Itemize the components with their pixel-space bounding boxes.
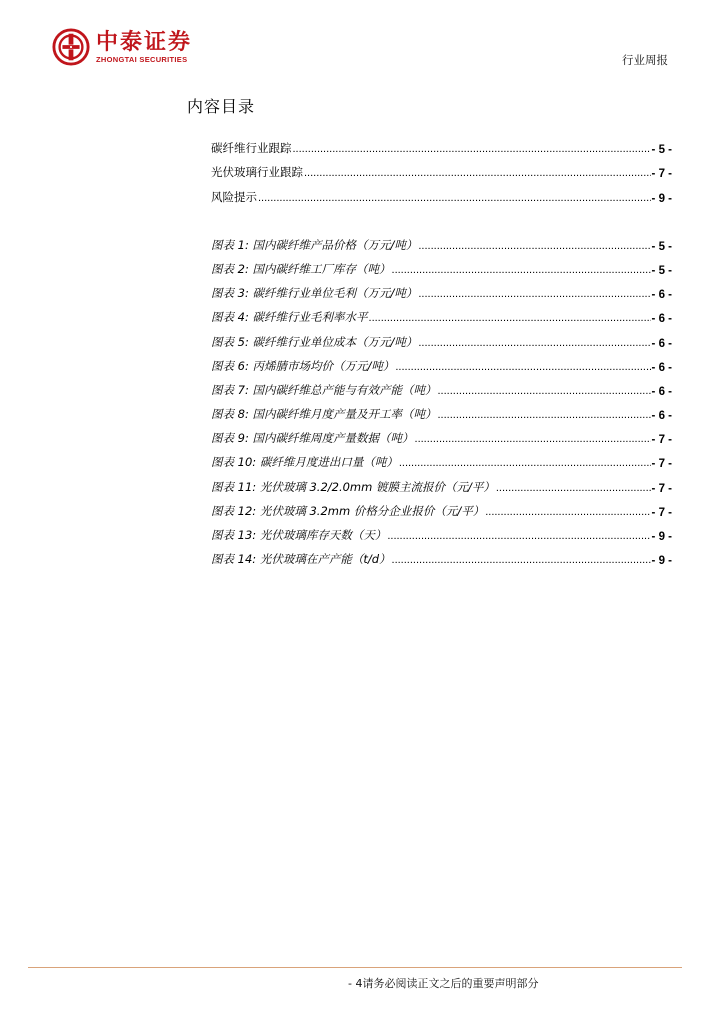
footer-disclaimer: - 4请务必阅读正文之后的重要声明部分 [348,977,539,990]
toc-section-entry[interactable] [211,180,672,204]
toc-entry-label: 图表 12: 光伏玻璃 3.2mm 价格分企业报价（元/平） [211,503,485,518]
toc-entry-label: 风险提示 [211,189,257,204]
toc-figure-entry[interactable] [211,301,672,325]
toc-entry-page: - 6 - [651,289,672,302]
toc-entry-page: - 7 - [651,434,672,447]
toc-entry-page: - 9 - [651,531,672,543]
dot-leader [485,505,650,519]
toc-figure-entry[interactable] [211,325,672,349]
toc-entry-label: 碳纤维行业跟踪 [211,141,292,156]
toc-entry-label: 图表 5: 碳纤维行业单位成本（万元/吨） [211,334,418,349]
dot-leader [415,432,651,446]
toc-entry-page: - 9 - [651,555,672,568]
toc-figure-entry[interactable] [211,519,672,543]
footer-divider [28,967,682,968]
toc-figure-entry[interactable] [211,277,672,301]
toc-entry-page: - 6 - [651,313,672,326]
report-type-label: 行业周报 [622,53,668,67]
dot-leader [387,529,650,543]
dot-leader [496,481,651,495]
dot-leader [399,456,651,470]
toc-figure-entry[interactable] [211,229,672,253]
toc-entry-label: 图表 6: 丙烯腈市场均价（万元/吨） [211,358,395,373]
toc-figure-entry[interactable] [211,422,672,446]
dot-leader [418,239,650,253]
toc-entry-page: - 6 - [651,337,672,350]
toc-spacer [211,205,672,229]
toc-figure-entry[interactable] [211,446,672,470]
toc-entry-label: 图表 4: 碳纤维行业毛利率水平 [211,310,368,325]
toc-figure-entry[interactable] [211,374,672,398]
dot-leader [392,263,651,277]
toc-entry-page: - 9 - [651,192,672,205]
toc-entry-label: 图表 11: 光伏玻璃 3.2/2.0mm 镀膜主流报价（元/平） [211,479,495,494]
toc-figure-entry[interactable] [211,253,672,277]
toc-entry-page: - 7 - [651,168,672,181]
toc-title: 内容目录 [187,97,256,116]
toc-entry-label: 图表 8: 国内碳纤维月度产量及开工率（吨） [211,407,437,422]
dot-leader [438,384,651,398]
toc-section-entry[interactable] [211,132,672,156]
dot-leader [418,287,650,301]
toc-entry-page: - 7 - [651,482,672,495]
dot-leader [395,360,650,374]
toc-figure-entry[interactable] [211,543,672,567]
logo-chinese-name: 中泰证券 [96,29,193,55]
toc-section-entry[interactable] [211,156,672,180]
zhongtai-logo-icon [52,28,90,66]
toc-entry-label: 图表 3: 碳纤维行业单位毛利（万元/吨） [211,286,418,301]
table-of-contents [211,132,672,567]
dot-leader [392,553,651,567]
toc-figure-entry[interactable] [211,495,672,519]
toc-entry-label: 图表 7: 国内碳纤维总产能与有效产能（吨） [211,382,437,397]
toc-entry-page: - 6 - [651,410,672,423]
toc-entry-label: 图表 14: 光伏玻璃在产产能（t/d） [211,552,391,567]
dot-leader [304,166,651,180]
dot-leader [293,142,651,156]
toc-entry-label: 图表 13: 光伏玻璃库存天数（天） [211,528,387,542]
toc-entry-page: - 7 - [651,506,672,519]
toc-entry-label: 图表 9: 国内碳纤维周度产量数据（吨） [211,431,414,446]
toc-entry-page: - 5 - [651,264,672,277]
toc-entry-label: 光伏玻璃行业跟踪 [211,165,303,180]
toc-entry-page: - 5 - [651,144,672,157]
dot-leader [418,336,650,350]
toc-entry-page: - 6 - [651,385,672,398]
toc-figure-entry[interactable] [211,398,672,422]
toc-figure-entry[interactable] [211,470,672,494]
company-logo [52,28,192,66]
dot-leader [438,408,651,422]
toc-entry-label: 图表 10: 碳纤维月度进出口量（吨） [211,455,398,470]
toc-entry-page: - 6 - [651,361,672,374]
page-header [0,0,724,80]
toc-entry-label: 图表 2: 国内碳纤维工厂库存（吨） [211,261,391,276]
dot-leader [369,311,651,325]
toc-entry-label: 图表 1: 国内碳纤维产品价格（万元/吨） [211,237,418,252]
dot-leader [258,191,651,205]
toc-entry-page: - 7 - [651,458,672,471]
toc-figure-entry[interactable] [211,350,672,374]
logo-english-name: ZHONGTAI SECURITIES [96,54,188,64]
toc-entry-page: - 5 - [651,240,672,253]
